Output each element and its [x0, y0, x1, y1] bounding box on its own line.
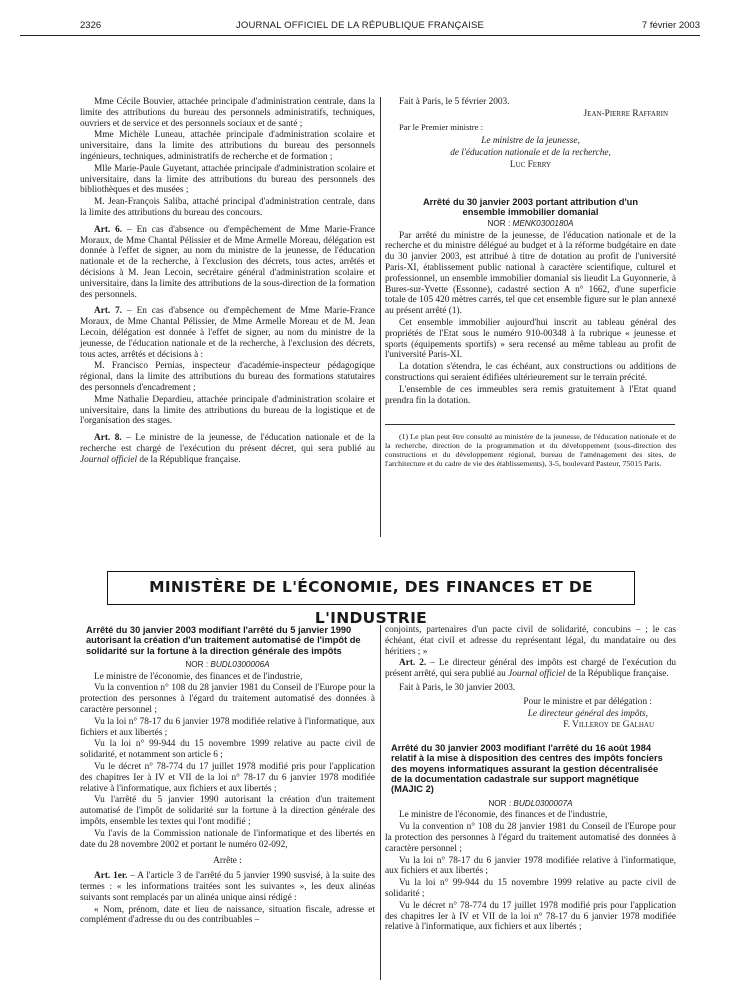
nor-reference — [385, 799, 676, 810]
article-label: Art. 7. — [94, 306, 123, 317]
nor-code: MENK0300180A — [512, 218, 574, 228]
footnote: (1) Le plan peut être consulté au ministère de la jeunesse, de l'éducation nationale et de la recherche, direction de la programmation et du développement (sous-direction des constructions et du développement régional, bureau de l'aménagement des sites, de l'architecture et du cadre de vie des établissements), 3-5, boulevard Pasteur, 75015 Paris. — [385, 432, 676, 469]
article-1 — [80, 871, 375, 903]
paragraph: Vu l'arrêté du 5 janvier 1990 autorisant la création d'un traitement automatisé de l'impôt de solidarité sur la fortune à la direction générale des impôts, ensemble les textes qui l'ont modifié ; — [80, 795, 375, 828]
signed-place: Fait à Paris, le 30 janvier 2003. — [399, 682, 516, 693]
signer-name: Luc Ferry — [509, 159, 552, 170]
paragraph: Par arrêté du ministre de la jeunesse, de l'éducation nationale et de la recherche et du ministre délégué au budget et à la réforme budgétaire en date du 30 janvier 2003, est attribué à titre de dotation au profit de l'université Paris-XI, établissement public national à caractère scientifique, culturel et professionnel, un ensemble immobilier domanial sis lieudit La Guyonnerie, à Bures-sur-Yvette (Essonne), cadastré section A n° 1662, d'une superficie totale de 105 420 mètres carrés, tel que cet ensemble figure sur le plan annexé au présent arrêté (1). — [385, 230, 676, 317]
article-text: – Le directeur général des impôts est chargé de l'exécution du présent arrêté, qui sera publié au — [385, 658, 676, 680]
arrete-heading: Arrête : — [213, 856, 242, 867]
page-number: 2326 — [80, 20, 102, 31]
article-text: – A l'article 3 de l'arrêté du 5 janvier 1990 susvisé, à la suite des termes : « les informations traitées sont les suivantes », les deux alinéas suivants sont remplacés par un alinéa unique ainsi rédigé : — [80, 871, 375, 903]
page-header — [20, 20, 700, 36]
article-text: – En cas d'absence ou d'empêchement de Mme Marie-France Moraux, de Mme Chantal Pélissier, de Mme Armelle Moreau et de M. Jean Lecoin, délégation est donnée à l'effet de signer, au nom du ministre de la jeunesse, de l'éducation nationale et de la recherche, à l'exclusion des décrets, tous actes, arrêtés et décisions à : — [80, 306, 375, 360]
paragraph: Vu la convention n° 108 du 28 janvier 1981 du Conseil de l'Europe pour la protection des personnes à l'égard du traitement automatisé des données à caractère personnel ; — [80, 683, 375, 716]
decree-title: Arrêté du 30 janvier 2003 modifiant l'arrêté du 16 août 1984 relatif à la mise à disposition des centres des impôts fonciers des moyens informatiques assurant la gestion décentralisée de la documentation cadastrale sur support magnétique (MAJIC 2) — [391, 743, 663, 795]
paragraph: Mme Cécile Bouvier, attachée principale d'administration centrale, dans la limite des attributions du bureau des personnels administratifs, techniques, ouvriers et de service et des personnels sociaux et de santé ; — [80, 97, 375, 129]
paragraph: Vu le décret n° 78-774 du 17 juillet 1978 modifié pris pour l'application des chapitres Ier à IV et VII de la loi n° 78-17 du 6 janvier 1978 modifiée relative à l'informatique, aux fichiers et aux libertés ; — [385, 900, 676, 933]
paragraph: La dotation s'étendra, le cas échéant, aux constructions ou additions de constructions qui seraient édifiées ultérieurement sur le terrain précité. — [385, 362, 676, 383]
signer-name: F. Villeroy de Galhau — [563, 720, 654, 731]
decree-title: Arrêté du 30 janvier 2003 modifiant l'arrêté du 5 janvier 1990 autorisant la création d'un traitement automatisé de l'impôt de solidarité sur la fortune à la direction générale des impôts — [86, 625, 361, 656]
paragraph: Le ministre de l'économie, des finances et de l'industrie, — [94, 671, 303, 682]
journal-name: Journal officiel — [508, 669, 566, 680]
nor-reference — [385, 219, 676, 230]
delegation-line: Pour le ministre et par délégation : — [523, 696, 652, 707]
paragraph: M. Francisco Pernias, inspecteur d'académie-inspecteur pédagogique régional, dans la limite des attributions du bureau des formations statutaires des personnels d'encadrement ; — [80, 361, 375, 393]
paragraph: M. Jean-François Saliba, attaché principal d'administration centrale, dans la limite des attributions du bureau des concours. — [80, 197, 375, 218]
nor-label: NOR : — [487, 218, 513, 228]
paragraph: Mme Nathalie Depardieu, attachée principale d'administration scolaire et universitaire, dans la limite des attributions du bureau de la logistique et de l'organisation des stages. — [80, 394, 375, 427]
column-divider — [380, 625, 381, 980]
nor-code: BUDL0300006A — [210, 659, 270, 669]
article-8 — [80, 433, 375, 465]
top-left-column — [80, 97, 375, 467]
paragraph: Mlle Marie-Paule Guyetant, attachée principale d'administration scolaire et universitaire, dans la limite des attributions du bureau des personnels des bibliothèques et des musées ; — [80, 163, 375, 196]
paragraph: Vu l'avis de la Commission nationale de l'informatique et des libertés en date du 28 novembre 2002 et portant le numéro 02-092, — [80, 828, 375, 850]
paragraph: Vu la convention n° 108 du 28 janvier 1981 du Conseil de l'Europe pour la protection des personnes à l'égard du traitement automatisé des données à caractère personnel ; — [385, 822, 676, 854]
signer-name: Jean-Pierre Raffarin — [583, 108, 668, 119]
paragraph: Le ministre de l'économie, des finances et de l'industrie, — [399, 810, 608, 821]
publication-date: 7 février 2003 — [641, 20, 700, 31]
article-text: – En cas d'absence ou d'empêchement de Mme Marie-France Moraux, de Mme Chantal Pélissier et de Mme Armelle Moreau, délégation est donnée à l'effet de signer, au nom du ministre de la jeunesse, de l'éducation nationale et de la recherche, à l'exclusion des décrets, tous actes, arrêtés et décisions à M. Jean Lecoin, secrétaire général d'administration scolaire et universitaire, dans la limite des attributions de la sous-direction de la formation des personnels. — [80, 224, 375, 300]
signed-place: Fait à Paris, le 5 février 2003. — [399, 97, 510, 107]
minister-title: de l'éducation nationale et de la recherche, — [450, 148, 611, 159]
paragraph: Mme Michèle Luneau, attachée principale d'administration scolaire et universitaire, dans la limite des attributions du bureau des personnels ingénieurs, techniques, administratifs de recherche et de formation ; — [80, 130, 375, 162]
article-text: de la République française. — [565, 669, 669, 680]
article-label: Art. 1er. — [94, 871, 128, 882]
paragraph: Vu le décret n° 78-774 du 17 juillet 1978 modifié pris pour l'application des chapitres Ier à IV et VII de la loi n° 78-17 du 6 janvier 1978 modifiée relative à l'informatique, aux fichiers et aux libertés ; — [80, 762, 375, 794]
paragraph: Vu la loi n° 99-944 du 15 novembre 1999 relative au pacte civil de solidarité, et notamment son article 6 ; — [80, 739, 375, 761]
paragraph: Vu la loi n° 78-17 du 6 janvier 1978 modifiée relative à l'informatique, aux fichiers et aux libertés ; — [385, 855, 676, 877]
column-divider — [380, 97, 381, 537]
paragraph: Cet ensemble immobilier aujourd'hui inscrit au tableau général des propriétés de l'Etat sous le numéro 910-00348 à la rubrique « jeunesse et sports (équipements sportifs) » sera recensé au même tableau au profit de l'université Paris-XI. — [385, 317, 676, 361]
paragraph: « Nom, prénom, date et lieu de naissance, situation fiscale, adresse et complément d'adresse du ou des contribuables – — [80, 904, 375, 926]
nor-label: NOR : — [185, 659, 211, 669]
decree-title: Arrêté du 30 janvier 2003 portant attribution d'un ensemble immobilier domanial — [422, 196, 639, 218]
director-title: Le directeur général des impôts, — [527, 708, 648, 719]
minister-title: Le ministre de la jeunesse, — [481, 136, 580, 147]
article-label: Art. 8. — [94, 433, 122, 444]
paragraph: Vu la loi n° 99-944 du 15 novembre 1999 relative au pacte civil de solidarité ; — [385, 878, 676, 900]
nor-label: NOR : — [488, 798, 514, 808]
nor-code: BUDL0300007A — [513, 798, 573, 808]
article-label: Art. 6. — [94, 224, 123, 235]
journal-name: Journal officiel — [80, 454, 138, 465]
article-text: – Le ministre de la jeunesse, de l'éducation nationale et de la recherche est chargé de l'exécution du présent décret, qui sera publié au — [80, 433, 375, 454]
top-right-column — [385, 97, 676, 469]
footnote-rule — [385, 424, 675, 425]
ministry-banner: MINISTÈRE DE L'ÉCONOMIE, DES FINANCES ET DE L'INDUSTRIE — [107, 571, 635, 605]
journal-title: JOURNAL OFFICIEL DE LA RÉPUBLIQUE FRANÇAISE — [235, 20, 485, 31]
bottom-right-column — [385, 625, 676, 934]
article-7 — [80, 306, 375, 360]
bottom-left-column — [80, 625, 375, 927]
article-label: Art. 2. — [399, 658, 427, 669]
article-2 — [385, 658, 676, 680]
article-text: de la République française. — [137, 454, 241, 465]
signature-intro: Par le Premier ministre : — [399, 121, 484, 132]
paragraph: L'ensemble de ces immeubles sera remis gratuitement à l'Etat quand prendra fin la dotation. — [385, 384, 676, 406]
paragraph: Vu la loi n° 78-17 du 6 janvier 1978 modifiée relative à l'informatique, aux fichiers et aux libertés ; — [80, 716, 375, 738]
article-6 — [80, 225, 375, 301]
nor-reference — [80, 660, 375, 671]
paragraph: conjoints, partenaires d'un pacte civil de solidarité, concubins – ; le cas échéant, état civil et adresse du représentant légal, du mandataire ou des héritiers ; » — [385, 625, 676, 657]
